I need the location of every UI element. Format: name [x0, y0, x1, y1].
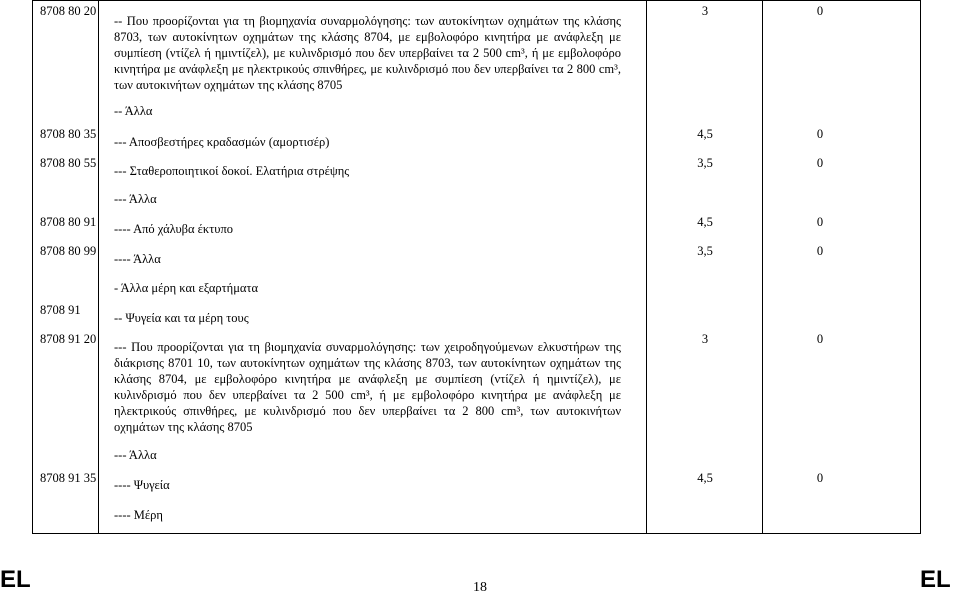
table-bottom-border	[32, 533, 921, 534]
table-row-code: 8708 80 20	[40, 4, 97, 18]
table-row-rate: 0	[816, 244, 824, 258]
table-row-rate: 0	[816, 215, 824, 229]
language-mark-right: EL	[920, 566, 951, 593]
table-row-description: - Άλλα μέρη και εξαρτήματα	[114, 281, 259, 295]
table-row-description: --- Σταθεροποιητικοί δοκοί. Ελατήρια στρέψης	[114, 164, 350, 178]
description-column-divider	[646, 0, 647, 534]
table-row-description: --- Που προορίζονται για τη βιομηχανία συναρμολόγησης: των χειροδηγούμενων ελκυστήρων της διάκρισης 8701 10, των αυτοκίνητων οχημάτων της κλάσης 8703, των αυτοκίνητων οχημάτων της κλάσης 8704, με εμβολοφόρο κινητήρα με ανάφλεξη με συμπίεση (ντίζελ ή ημιντίζελ), με κυλινδρισμό που δεν υπερβαίνει τα 2 500 cm³, ή με εμβολοφόρο κινητήρα με ανάφλεξη με ηλεκτρικούς σπινθήρες, με κυλινδρισμό που δεν υπερβαίνει τα 2 800 cm³, των αυτοκινήτων οχημάτων της κλάσης 8705	[114, 340, 621, 434]
table-right-border	[920, 0, 921, 534]
table-row-duty: 4,5	[697, 215, 713, 229]
table-row-code: 8708 80 55	[40, 156, 97, 170]
table-row-description: -- Ψυγεία και τα μέρη τους	[114, 311, 249, 325]
duty-column-divider	[762, 0, 763, 534]
page-number: 18	[473, 580, 487, 595]
table-row-code: 8708 80 99	[40, 244, 97, 258]
table-row-code: 8708 91	[40, 303, 81, 317]
table-row-description: ---- Μέρη	[114, 508, 163, 522]
table-left-border	[32, 0, 33, 534]
table-row-rate: 0	[816, 4, 824, 18]
language-mark-left: EL	[0, 566, 31, 593]
table-row-description: --- Άλλα	[114, 192, 157, 206]
table-row-duty: 3,5	[697, 156, 713, 170]
table-row-rate: 0	[816, 471, 824, 485]
code-column-divider	[98, 0, 99, 534]
table-row-description: ---- Άλλα	[114, 252, 161, 266]
table-row-rate: 0	[816, 332, 824, 346]
table-row-duty: 3,5	[697, 244, 713, 258]
table-row-description: --- Άλλα	[114, 448, 157, 462]
table-row-code: 8708 80 91	[40, 215, 97, 229]
table-row-duty: 3	[701, 4, 709, 18]
table-row-description: --- Αποσβεστήρες κραδασμών (αμορτισέρ)	[114, 135, 330, 149]
table-row-description: ---- Ψυγεία	[114, 478, 170, 492]
table-row-duty: 3	[701, 332, 709, 346]
table-row-code: 8708 91 35	[40, 471, 97, 485]
table-row-rate: 0	[816, 127, 824, 141]
table-row-duty: 4,5	[697, 471, 713, 485]
table-row-code: 8708 80 35	[40, 127, 97, 141]
table-row-code: 8708 91 20	[40, 332, 97, 346]
table-row-description: -- Που προορίζονται για τη βιομηχανία συναρμολόγησης: των αυτοκίνητων οχημάτων της κλάσης 8703, των αυτοκίνητων οχημάτων της κλάσης 8704, με εμβολοφόρο κινητήρα με ανάφλεξη με συμπίεση (ντίζελ ή ημιντίζελ), με κυλινδρισμό που δεν υπερβαίνει τα 2 500 cm³, ή με εμβολοφόρο κινητήρα με ανάφλεξη με ηλεκτρικούς σπινθήρες, με κυλινδρισμό που δεν υπερβαίνει τα 2 800 cm³, των αυτοκινήτων οχημάτων της κλάσης 8705	[114, 14, 621, 92]
table-row-duty: 4,5	[697, 127, 713, 141]
table-row-rate: 0	[816, 156, 824, 170]
table-row-description: ---- Από χάλυβα έκτυπο	[114, 222, 234, 236]
table-top-border	[32, 0, 921, 1]
table-row-description: -- Άλλα	[114, 104, 153, 118]
